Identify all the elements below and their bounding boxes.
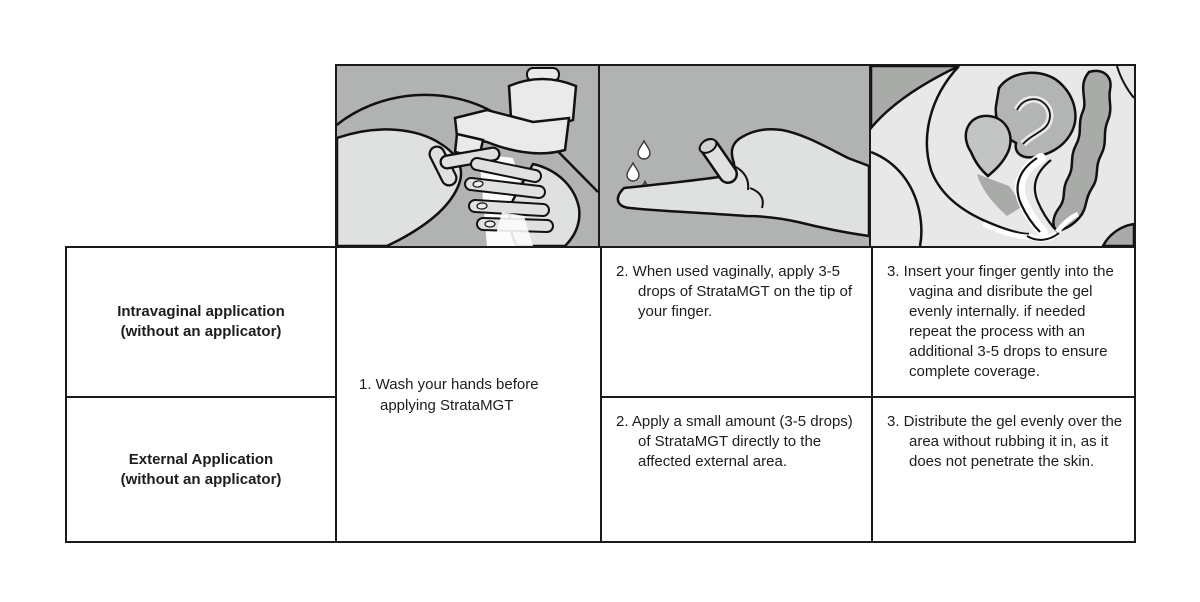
- intravaginal-step2-cell: [602, 248, 873, 398]
- row-label-line: (without an applicator): [120, 323, 282, 340]
- row-label-intravaginal: [67, 248, 337, 398]
- intravaginal-step3-cell: [873, 248, 1134, 398]
- step3-text: 3. Distribute the gel evenly over the area without rubbing it in, as it does not penetrate the skin.: [887, 413, 1123, 470]
- row-label-line: Intravaginal application: [117, 303, 285, 320]
- step2-text: 2. Apply a small amount (3-5 drops) of StrataMGT directly to the affected external area.: [616, 413, 853, 470]
- panel-anatomy-diagram: [871, 66, 1134, 246]
- external-step3-cell: [873, 398, 1134, 541]
- step3-text: 3. Insert your finger gently into the vagina and disribute the gel evenly internally. if needed repeat the process with an additional 3-5 drops to ensure complete coverage.: [887, 263, 1114, 380]
- step1-text: 1. Wash your hands before applying StrataMGT: [359, 375, 539, 414]
- row-label-external: [67, 398, 337, 541]
- handwashing-under-faucet-illustration: [337, 66, 598, 246]
- panel-handwashing: [337, 66, 600, 246]
- shared-step1-cell: [337, 248, 602, 541]
- panel-drops-on-finger: [600, 66, 871, 246]
- step2-text: 2. When used vaginally, apply 3-5 drops of StrataMGT on the tip of your finger.: [616, 263, 852, 320]
- gel-drops-on-fingertip-illustration: [600, 66, 869, 246]
- row-label-line: External Application: [128, 450, 274, 468]
- external-step2-cell: [602, 398, 873, 541]
- instruction-table: [65, 246, 1136, 543]
- illustration-strip: [335, 64, 1136, 248]
- row-label-line: (without an applicator): [120, 470, 282, 488]
- pelvic-anatomy-cross-section-illustration: [871, 66, 1134, 246]
